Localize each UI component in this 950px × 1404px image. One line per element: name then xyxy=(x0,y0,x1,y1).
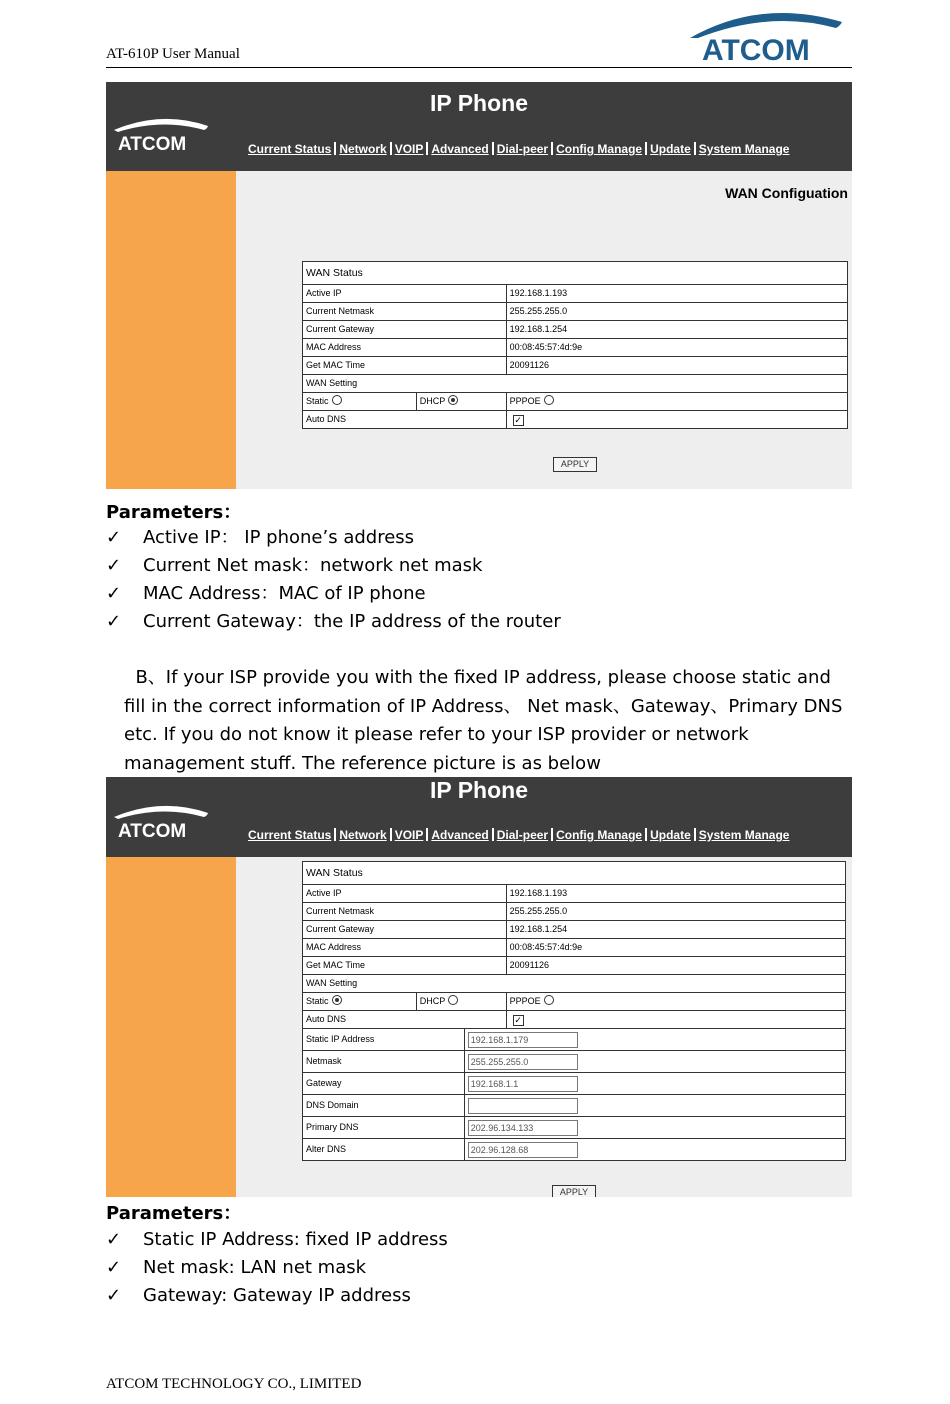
wan-status-header: WAN Status xyxy=(303,262,848,285)
nav-dial-peer[interactable]: Dial-peer xyxy=(496,828,549,842)
ui-brand-logo xyxy=(112,803,212,839)
nav-current-status[interactable]: Current Status xyxy=(248,142,332,156)
netmask-input[interactable]: 255.255.255.0 xyxy=(468,1054,578,1070)
table-row: Current Gateway 192.168.1.254 xyxy=(303,321,848,339)
dns-domain-input[interactable] xyxy=(468,1098,578,1114)
static-radio[interactable] xyxy=(332,995,342,1005)
apply-button[interactable]: APPLY xyxy=(553,457,597,472)
ui-title: IP Phone xyxy=(430,90,528,116)
nav-network[interactable]: Network xyxy=(339,828,387,842)
pppoe-option[interactable]: PPPOE xyxy=(506,993,845,1011)
table-row: Current Netmask 255.255.255.0 xyxy=(303,303,848,321)
table-row: Active IP 192.168.1.193 xyxy=(303,885,846,903)
ui-sidebar xyxy=(106,857,236,1197)
list-item: ✓ Net mask: LAN net mask xyxy=(106,1257,367,1278)
parameters-list-1 xyxy=(106,524,561,636)
atcom-logo xyxy=(690,8,850,66)
ui-content xyxy=(236,171,852,489)
apply-button[interactable]: APPLY xyxy=(552,1185,596,1197)
table-row: Active IP 192.168.1.193 xyxy=(303,285,848,303)
ui-brand-logo xyxy=(112,116,212,152)
nav-voip[interactable]: VOIP xyxy=(394,828,424,842)
ui-sidebar xyxy=(106,171,236,489)
primary-dns-input[interactable]: 202.96.134.133 xyxy=(468,1120,578,1136)
header-divider xyxy=(106,67,852,68)
list-item: ✓ Current Gateway：the IP address of the router xyxy=(106,611,561,632)
pppoe-option[interactable]: PPPOE xyxy=(506,393,847,411)
manual-header-title: AT-610P User Manual xyxy=(106,46,240,62)
wan-config-screenshot-dhcp xyxy=(106,82,852,489)
nav-dial-peer[interactable]: Dial-peer xyxy=(496,142,549,156)
nav-current-status[interactable]: Current Status xyxy=(248,828,332,842)
nav-system-manage[interactable]: System Manage xyxy=(698,828,790,842)
nav-update[interactable]: Update xyxy=(650,828,691,842)
wan-status-table xyxy=(302,861,846,1161)
nav-config-manage[interactable]: Config Manage xyxy=(556,142,643,156)
table-row: Primary DNS 202.96.134.133 xyxy=(303,1117,846,1139)
parameters-list-2 xyxy=(106,1226,448,1310)
static-radio[interactable] xyxy=(332,395,342,405)
nav-config-manage[interactable]: Config Manage xyxy=(556,828,643,842)
dhcp-radio[interactable] xyxy=(448,995,458,1005)
list-item: ✓ Current Net mask：network net mask xyxy=(106,555,483,576)
table-row: Gateway 192.168.1.1 xyxy=(303,1073,846,1095)
nav-voip[interactable]: VOIP xyxy=(394,142,424,156)
svg-text:ATCOM: ATCOM xyxy=(118,821,187,839)
table-row: Static IP Address 192.168.1.179 xyxy=(303,1029,846,1051)
nav-system-manage[interactable]: System Manage xyxy=(698,142,790,156)
list-item: ✓ Gateway: Gateway IP address xyxy=(106,1285,411,1306)
pppoe-radio[interactable] xyxy=(544,395,554,405)
table-row: DNS Domain xyxy=(303,1095,846,1117)
dhcp-radio[interactable] xyxy=(448,395,458,405)
table-row: Alter DNS 202.96.128.68 xyxy=(303,1139,846,1161)
list-item: ✓ Static IP Address: fixed IP address xyxy=(106,1229,448,1250)
dhcp-option[interactable]: DHCP xyxy=(416,993,506,1011)
auto-dns-label: Auto DNS xyxy=(303,411,507,429)
table-row: Current Gateway 192.168.1.254 xyxy=(303,921,846,939)
list-item: ✓ MAC Address：MAC of IP phone xyxy=(106,583,426,604)
gateway-input[interactable]: 192.168.1.1 xyxy=(468,1076,578,1092)
ui-nav xyxy=(248,142,789,156)
table-row: Current Netmask 255.255.255.0 xyxy=(303,903,846,921)
nav-advanced[interactable]: Advanced xyxy=(431,142,489,156)
dhcp-option[interactable]: DHCP xyxy=(416,393,506,411)
nav-update[interactable]: Update xyxy=(650,142,691,156)
ui-title: IP Phone xyxy=(430,777,528,803)
table-row: Netmask 255.255.255.0 xyxy=(303,1051,846,1073)
nav-network[interactable]: Network xyxy=(339,142,387,156)
logo-text: ATCOM xyxy=(702,34,810,66)
static-option[interactable]: Static xyxy=(303,993,417,1011)
wan-setting-label: WAN Setting xyxy=(303,975,846,993)
alter-dns-input[interactable]: 202.96.128.68 xyxy=(468,1142,578,1158)
nav-advanced[interactable]: Advanced xyxy=(431,828,489,842)
table-row: Get MAC Time 20091126 xyxy=(303,357,848,375)
table-row: MAC Address 00:08:45:57:4d:9e xyxy=(303,939,846,957)
parameters-title-2: Parameters： xyxy=(106,1203,242,1224)
parameters-title: Parameters： xyxy=(106,502,242,523)
wan-config-title: WAN Configuation xyxy=(725,185,848,201)
auto-dns-checkbox[interactable]: ✓ xyxy=(514,415,522,425)
pppoe-radio[interactable] xyxy=(544,995,554,1005)
ui-nav xyxy=(248,828,789,842)
svg-text:ATCOM: ATCOM xyxy=(118,134,187,152)
wan-config-screenshot-static xyxy=(106,777,852,1197)
table-row: Get MAC Time 20091126 xyxy=(303,957,846,975)
static-option[interactable]: Static xyxy=(303,393,417,411)
ui-content xyxy=(236,857,852,1197)
manual-footer: ATCOM TECHNOLOGY CO., LIMITED xyxy=(106,1376,362,1392)
wan-status-table xyxy=(302,261,848,429)
table-row: MAC Address 00:08:45:57:4d:9e xyxy=(303,339,848,357)
auto-dns-checkbox[interactable]: ✓ xyxy=(514,1015,522,1025)
list-item: ✓ Active IP： IP phone’s address xyxy=(106,527,415,548)
static-ip-input[interactable]: 192.168.1.179 xyxy=(468,1032,578,1048)
auto-dns-label: Auto DNS xyxy=(303,1011,507,1029)
static-ip-paragraph: B、If your ISP provide you with the fixed IP address, please choose static and fill in the correct information of IP Address、 Net mask、Gateway、Primary DNS etc. If you do not know it please refer to your ISP provider or network management stuff. The reference picture is as below xyxy=(124,667,843,774)
wan-status-header: WAN Status xyxy=(303,862,846,885)
wan-setting-label: WAN Setting xyxy=(303,375,848,393)
